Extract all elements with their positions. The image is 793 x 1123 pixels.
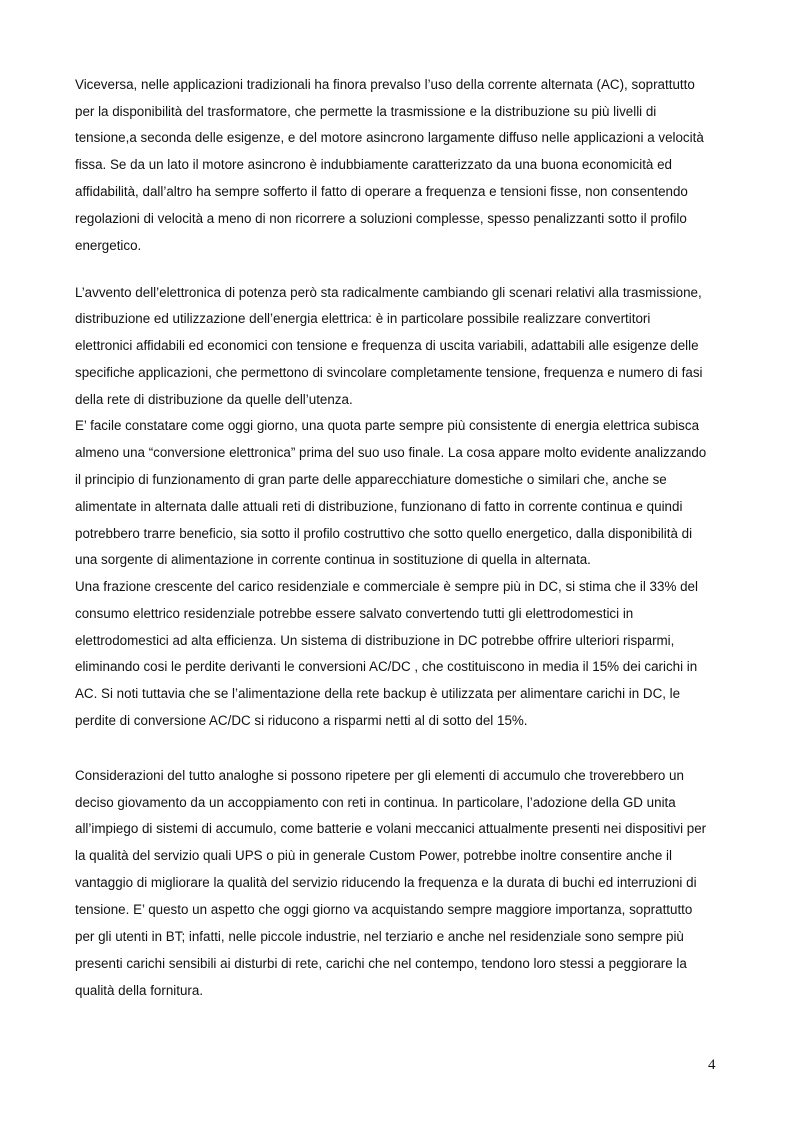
text-line: fissa. Se da un lato il motore asincrono è indubbiamente caratterizzato da una buona economicità ed xyxy=(75,157,672,172)
text-line: il principio di funzionamento di gran parte delle apparecchiature domestiche o similari che, anche se xyxy=(75,472,667,487)
text-line: consumo elettrico residenziale potrebbe essere salvato convertendo tutti gli elettrodomestici in xyxy=(75,606,634,621)
text-line: elettrodomestici ad alta efficienza. Un sistema di distribuzione in DC potrebbe offrire ulteriori risparmi, xyxy=(75,633,675,648)
text-line: regolazioni di velocità a meno di non ricorrere a soluzioni complesse, spesso penalizzanti sotto il profilo xyxy=(75,211,687,226)
text-line: la qualità del servizio quali UPS o più in generale Custom Power, potrebbe inoltre consentire anche il xyxy=(75,848,672,863)
text-line: L’avvento dell’elettronica di potenza però sta radicalmente cambiando gli scenari relativi alla trasmissione, xyxy=(75,285,702,300)
text-line: energetico. xyxy=(75,238,142,253)
text-line: presenti carichi sensibili ai disturbi di rete, carichi che nel contempo, tendono loro stessi a peggiorare la xyxy=(75,956,687,971)
text-line: tensione. E’ questo un aspetto che oggi giorno va acquistando sempre maggiore importanza, soprattutto xyxy=(75,902,693,917)
text-line: deciso giovamento da un accoppiamento con reti in continua. In particolare, l’adozione della GD unita xyxy=(75,795,676,810)
text-line: alimentate in alternata dalle attuali reti di distribuzione, funzionano di fatto in corrente continua e quindi xyxy=(75,499,683,514)
text-line: almeno una “conversione elettronica” prima del suo uso finale. La cosa appare molto evidente analizzando xyxy=(75,445,707,460)
text-line: E’ facile constatare come oggi giorno, una quota parte sempre più consistente di energia elettrica subisca xyxy=(75,418,700,433)
text-line: AC. Si noti tuttavia che se l’alimentazione della rete backup è utilizzata per alimentare carichi in DC, le xyxy=(75,686,681,701)
page-number: 4 xyxy=(708,1057,716,1073)
text-line: elettronici affidabili ed economici con tensione e frequenza di uscita variabili, adattabili alle esigenze delle xyxy=(75,338,699,353)
text-line: eliminando cosi le perdite derivanti le conversioni AC/DC , che costituiscono in media il 15% dei carichi in xyxy=(75,659,698,674)
text-line: della rete di distribuzione da quelle dell’utenza. xyxy=(75,392,353,407)
text-line: Considerazioni del tutto analoghe si possono ripetere per gli elementi di accumulo che troverebbero un xyxy=(75,768,684,783)
text-line: per la disponibilità del trasformatore, che permette la trasmissione e la distribuzione su più livelli di xyxy=(75,104,657,119)
text-line: Una frazione crescente del carico residenziale e commerciale è sempre più in DC, si stima che il 33% del xyxy=(75,579,698,594)
text-line: vantaggio di migliorare la qualità del servizio riducendo la frequenza e la durata di buchi ed interruzioni di xyxy=(75,875,697,890)
text-line: perdite di conversione AC/DC si riducono a risparmi netti al di sotto del 15%. xyxy=(75,713,528,728)
text-line: affidabilità, dall’altro ha sempre sofferto il fatto di operare a frequenza e tensioni fisse, non consentendo xyxy=(75,184,688,199)
text-line: distribuzione ed utilizzazione dell’energia elettrica: è in particolare possibile realizzare convertitori xyxy=(75,311,651,326)
text-line: qualità della fornitura. xyxy=(75,983,204,998)
text-line: all’impiego di sistemi di accumulo, come batterie e volani meccanici attualmente presenti nei dispositivi per xyxy=(75,821,707,836)
text-line: potrebbero trarre beneficio, sia sotto il profilo costruttivo che sotto quello energetico, dalla disponibilità di xyxy=(75,526,693,541)
text-line: una sorgente di alimentazione in corrente continua in sostituzione di quella in alternata. xyxy=(75,552,591,567)
text-line: tensione,a seconda delle esigenze, e del motore asincrono largamente diffuso nelle applicazioni a velocità xyxy=(75,130,704,145)
text-line: per gli utenti in BT; infatti, nelle piccole industrie, nel terziario e anche nel residenziale sono sempre più xyxy=(75,929,684,944)
text-line: Viceversa, nelle applicazioni tradizionali ha finora prevalso l’uso della corrente alternata (AC), soprattutto xyxy=(75,77,695,92)
text-line: specifiche applicazioni, che permettono di svincolare completamente tensione, frequenza e numero di fasi xyxy=(75,365,703,380)
